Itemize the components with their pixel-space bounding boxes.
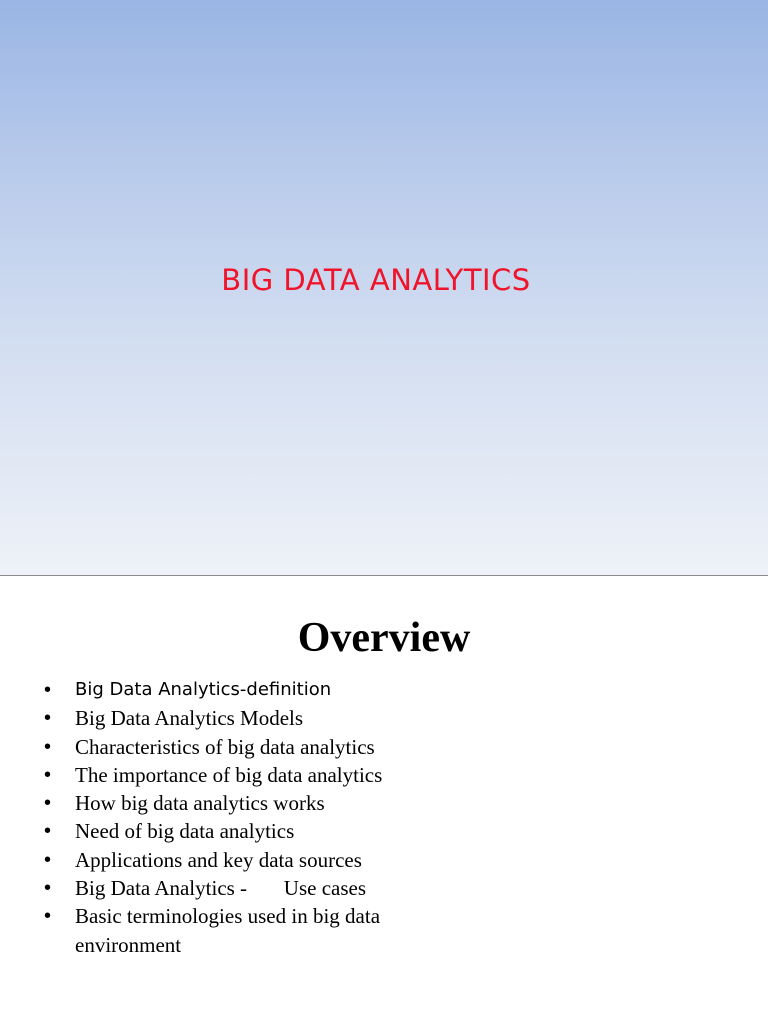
bullet-icon: • — [44, 735, 52, 758]
list-item — [44, 902, 744, 959]
list-item — [44, 789, 744, 817]
slide-title: BIG DATA ANALYTICS — [221, 263, 531, 297]
list-item — [44, 874, 744, 902]
list-item-text: Basic terminologies used in big data environment — [75, 904, 386, 957]
bullet-icon: • — [44, 877, 52, 900]
list-item — [44, 846, 744, 874]
list-item-text: Need of big data analytics — [75, 819, 295, 844]
bullet-icon: • — [44, 707, 52, 730]
list-item — [44, 761, 744, 789]
overview-slide — [0, 576, 768, 1024]
list-item-text: Big Data Analytics - Use cases — [75, 876, 367, 901]
bullet-icon: • — [44, 848, 52, 871]
overview-bullet-list — [44, 676, 744, 959]
bullet-icon: • — [44, 679, 52, 701]
list-item — [44, 704, 744, 732]
bullet-icon: • — [44, 792, 52, 815]
list-item — [44, 676, 744, 704]
list-item-text: Big Data Analytics Models — [75, 706, 304, 731]
list-item-text: The importance of big data analytics — [75, 762, 383, 787]
list-item-text: Applications and key data sources — [75, 847, 362, 872]
bullet-icon: • — [44, 763, 52, 786]
list-item-text: Big Data Analytics-definition — [75, 679, 332, 700]
overview-heading: Overview — [297, 615, 471, 661]
list-item-text: Characteristics of big data analytics — [75, 734, 375, 759]
bullet-icon: • — [44, 905, 52, 928]
list-item — [44, 733, 744, 761]
list-item — [44, 817, 744, 845]
bullet-icon: • — [44, 820, 52, 843]
list-item-text: How big data analytics works — [75, 791, 325, 816]
